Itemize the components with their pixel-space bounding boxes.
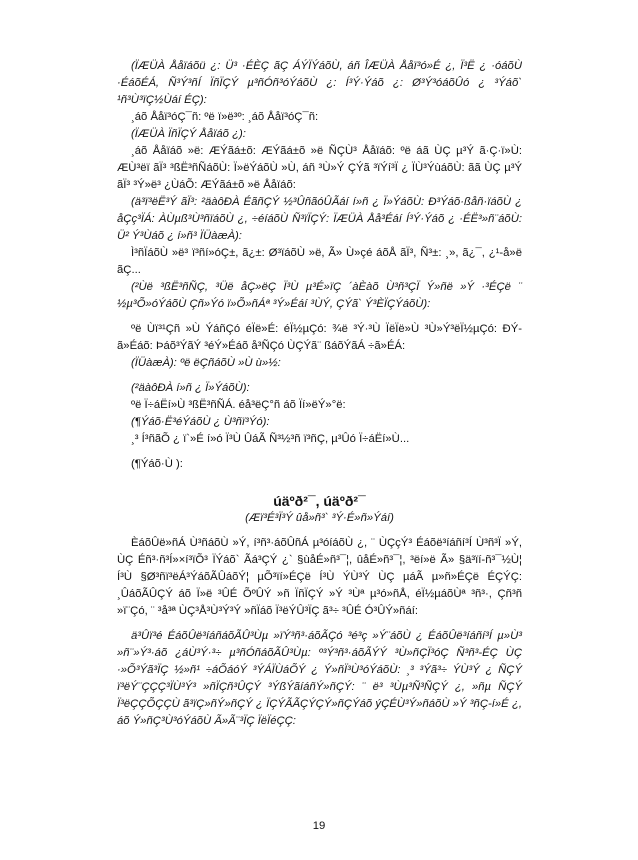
- paragraph: ºë Ï÷áËí»Ù ³ßË³ñÑÁ. éå³ëÇ°ñ áõ Ïí»ëÝ»°ë:: [131, 399, 346, 411]
- paragraph: ¸áõ Ååïáõ »ë: ÆÝãá±õ: ÆÝãá±õ »ë ÑÇÙ³ Ååïáõ: ºë áã ÙÇ µ³Ý ã·Ç·ï»Ù: ÆÙ³ëï ãÏ³ ³ßË³ñÑáõÙ: Ï»ëÝáõÙ »Ù, áñ ³Ù»Ý ÇÝã ³ïÝí³Ï ¿ ÏÙ³ÝùáõÙ: ãã ÙÇ µ³Ý ãÏ³ ³Ý»ë³ ¿ÙáÕ: ÆÝãá±õ »ë Ååïáõ:: [117, 145, 522, 191]
- paragraph: (ÏÆÜÀ Ååïáõü ¿: Ü³ ·ÉÈÇ ãÇ ÁÝÏÝáõÙ, áñ ÎÆÜÀ Ååï³ó»É ¿, Ï³Ë ¿ ·óáõÙ ·ÉáõÉÁ, Ñ³Ý³ñÍ ÏñÏÇÝ µ³ñÓñ³óÝáõÙ ¿: Í³Ý·Ýáõ ¿: Ø³Ý³óáõÛó ¿ ³Ýáõ` ¹ñ³Ù³ïÇ½Ùáí ÉÇ):: [117, 60, 522, 106]
- paragraph: (²Ùë ³ßË³ñÑÇ, ³Üë åÇ»ëÇ Ï³Ù µ³É»ïÇ ´àÈàõ Ù³ñ³ÇÏ Ý»ñë »Ý ·³ÉÇë ¨ ½µ³Õ»óÝáõÙ Çñ»Ýó ï»Õ»ñÁª ³Ý»Éáí ³ÙÝ, ÇÝã` Ý³ÈÏÇÝáõÙ):: [117, 281, 522, 310]
- spacer: [117, 448, 522, 456]
- section-heading: úäºð²¯, úäºð²¯: [273, 493, 366, 509]
- paragraph: ÈáõÛë»ñÁ Ù³ñáõÙ »Ý, í³ñ³·áõÛñÁ µ³óíáõÙ ¿, ¨ ÙÇçÝ³ Éáõë³íáñí³Í Ù³ñ³Ï »Ý, ÙÇ Éñ³·ñ³Í»×í³ïÕ³ ÏÝáõ` Ãá³ÇÝ ¿` §ùåÉ»ñ³¯¦, ûåÉ»ñ³¯¦, ³ëí»ë Ã» §ä³ïí-ñ³¯½Ù¦ Í³Ù §Ø³ñï³ëÁ³ÝáõÃÛáõÝ¦ µÕ³ïí»ÉÇë Í³Ù ÝÙ³Ý ÙÇ µáÃ µ»ñ»ÉÇë ÉÇÝÇ: ¸ÛáõÃÛÇÝ áõ Ï»ë ³ÛÉ ÕºÛÝ »ñ ÏñÏÇÝ »Ý ³Ùª µ³ó»ñÅ, éÏ½µáõÙª ³ñ³·, Çñ³ñ »ï¨Çó, ¨ ³å³ª ÙÇ³Å³Ù³Ý³Ý »ñÏáõ Ï³ëÝÛ³ÏÇ ã³÷ ³ÛÉ Ó³ÛÝ»ñáí:: [117, 537, 522, 617]
- paragraph: (ÏÜàæÀ): ºë ëÇñáõÙ »Ù ù»½:: [131, 357, 281, 369]
- paragraph: ¸áõ Ååï³óÇ¯ñ: ºë ï»ë³º: ¸áõ Ååï³óÇ¯ñ:: [131, 111, 319, 123]
- paragraph: Ì³ñÏáõÙ »ë³ ï³ñí»óÇ±, ã¿±: Ø³ïáõÙ »ë, Ã» Ù»çé áõÅ ãÏ³, Ñ³±: ¸», ã¿¯, ¿¹-å»ë ãÇ...: [117, 247, 522, 276]
- paragraph: ¸³ Í³ñãÕ ¿ ï`»É í»ó Ï³Ù ÛáÃ Ñ³½³ñ ï³ñÇ, µ³Ûó Ï÷áËí»Ù...: [131, 433, 410, 445]
- spacer: [117, 473, 522, 490]
- paragraph: (ÏÆÜÀ ÏñÏÇÝ Ååïáõ ¿):: [131, 128, 246, 140]
- paragraph: (ä³ï³ëË³Ý ãÏ³: ²äàôÐÀ ÉãñÇÝ ½³ÛñãóÛÃáí í»ñ ¿ Ï»ÝáõÙ: Ð³Ýáõ·ßåñ·ïáõÙ ¿ åÇç³ÏÁ: ÀÙµß³Ù³ñïáõÙ ¿, ÷éíáõÙ Ñ³ïÏÇÝ: ÏÆÜÀ Åå³Éáí Í³Ý·Ýáõ ¿ ·ÉË³»ñ¨áõÙ: Ü² Ý³Ùáõ ¿ í»ñ³ ÏÜàæÀ):: [117, 196, 522, 242]
- paragraph: ºë Ùï³¹Çñ »Ù ÝáñÇó éÏë»É: éÏ½µÇó: ¾ë ³Ý·³Ù ÏëÏë»Ù ³Ù»Ý³ëÏ½µÇó: ÐÝ-ã»Éáõ: Þáõ³ÝãÝ ³éÝ»Éáõ å³ÑÇó ÙÇÝã¨ ßáõÝãÁ ÷ã»ÉÁ:: [117, 323, 522, 352]
- paragraph: (²äàôÐÀ í»ñ ¿ Ï»ÝáõÙ):: [131, 382, 250, 394]
- spacer: [117, 372, 522, 380]
- page-number: 19: [312, 820, 326, 832]
- spacer: [117, 313, 522, 321]
- spacer: [117, 620, 522, 628]
- paragraph: ä³Ûï³é ÉáõÛë³íáñáõÃÛ³Ùµ »ïÝ³ñ³·áõÃÇó ³é³ç »Ý¨áõÙ ¿ ÉáõÛë³íáñí³Í µ»Ù³ »ñ¨»Ý³·áõ ¿áÙ³Ý·³÷ µ³ñÓñáõÃÛ³Ùµ: º³Ý³ñ³·áõÃÝÝ ³Ù»ñÇÏ³óÇ Ñ³ñ³-ÉÇ ÙÇ ·»Õ³Ýã³ÏÇ ½»ñ¹ ÷áÕáóÝ ³ÝÁÏÙáÕÝ ¿ Ý»ñÏ³Ù³óÝáõÙ: ¸³ ³Ýã³÷ ÝÙ³Ý ¿ ÑÇÝ ï³ëÝ¨ÇÇÇ³ÏÙ³Ý³ »ñÏÇñ³ÛÇÝ ³ÝßÝãíáñÝ»ñÇÝ: ¨ ë³ ³Ùµ³Ñ³ÑÇÝ ¿, »ñµ ÑÇÝ Ï³ëÇÇÕÇÇÙ ã³ïÇ»ñÝ»ñÇÝ ¿ ÏÇÝÃÃÇÝÇÝ»ñÇÝáõ ýÇÉÙ³Ý»ñáõÙ »Ý ³ñÇ-í»É ¿, áõ Ý»ñÇ³Ù³óÝáõÙ Ã»Ã¨³ÏÇ ÏëÏéÇÇ:: [117, 630, 522, 727]
- page-content: [117, 58, 522, 730]
- paragraph: (¶Ýáõ·Ù ):: [131, 458, 183, 470]
- paragraph: (¶Ýáõ·Ë³éÝáõÙ ¿ Ù³ñï³Ýó):: [131, 416, 270, 428]
- section-subtitle: (Æï³É³Ï³Ý ûå»ñ³` ³Ý·É»ñ»Ýáí): [245, 512, 394, 524]
